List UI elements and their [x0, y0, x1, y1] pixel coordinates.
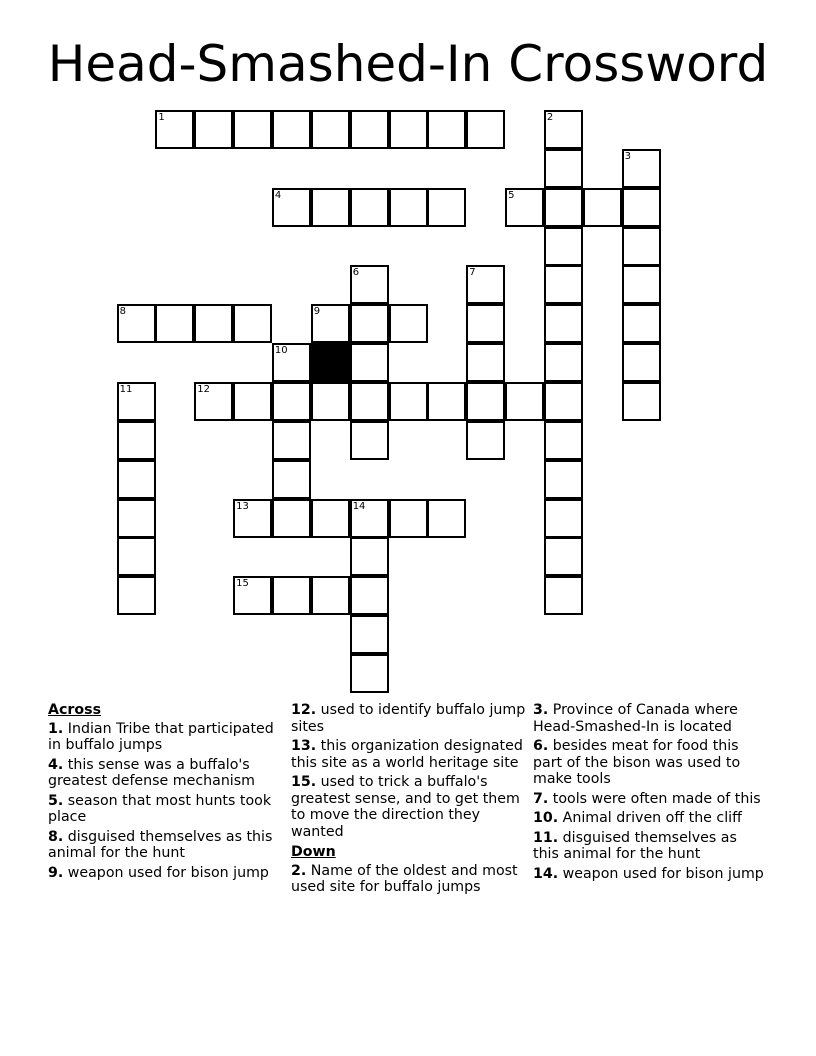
grid-cell[interactable]: [389, 110, 428, 149]
clue-text: tools were often made of this: [552, 790, 761, 807]
grid-cell[interactable]: [466, 110, 505, 149]
grid-cell[interactable]: [622, 265, 661, 304]
grid-cell[interactable]: [194, 382, 233, 421]
across-clue-12[interactable]: [291, 702, 529, 735]
clue-number: 9.: [48, 864, 64, 881]
grid-cell[interactable]: [233, 382, 272, 421]
grid-cell[interactable]: [117, 537, 156, 576]
grid-cell[interactable]: [389, 382, 428, 421]
grid-cell[interactable]: [544, 343, 583, 382]
clue-number-label: 5: [508, 189, 515, 201]
grid-cell[interactable]: [466, 382, 505, 421]
grid-cell[interactable]: [583, 188, 622, 227]
grid-cell[interactable]: [194, 304, 233, 343]
grid-cell[interactable]: [544, 304, 583, 343]
down-heading: Down: [291, 844, 336, 860]
page-title: Head-Smashed-In Crossword: [47, 35, 769, 93]
grid-cell[interactable]: [622, 227, 661, 266]
clue-number-label: 6: [352, 267, 360, 279]
clue-number-label: 9: [313, 306, 321, 318]
clue-number-label: 14: [352, 500, 366, 512]
across-clue-4[interactable]: [48, 757, 283, 790]
clue-number: 12.: [291, 702, 317, 718]
grid-cell[interactable]: [233, 499, 272, 538]
across-clue-15[interactable]: [291, 774, 529, 840]
grid-cell[interactable]: [350, 304, 389, 343]
grid-cell[interactable]: [117, 499, 156, 538]
grid-cell[interactable]: [466, 304, 505, 343]
grid-cell[interactable]: [466, 265, 505, 304]
grid-cell[interactable]: [544, 188, 583, 227]
down-clue-2[interactable]: [291, 863, 529, 896]
grid-cell[interactable]: [544, 460, 583, 499]
grid-cell[interactable]: [544, 382, 583, 421]
grid-cell[interactable]: [311, 576, 350, 615]
clue-text: Animal driven off the cliff: [562, 810, 742, 826]
down-clue-6[interactable]: [533, 738, 765, 788]
clue-text: weapon used for bison jump: [562, 865, 764, 882]
grid-cell[interactable]: [350, 654, 389, 693]
clue-number: 15.: [291, 774, 317, 790]
across-clue-5[interactable]: [48, 793, 283, 826]
across-clue-1[interactable]: [48, 721, 283, 754]
grid-cell[interactable]: [311, 304, 350, 343]
clue-number: 5.: [48, 792, 64, 809]
grid-cell[interactable]: [350, 499, 389, 538]
grid-cell[interactable]: [505, 382, 544, 421]
grid-cell[interactable]: [350, 421, 389, 460]
grid-cell[interactable]: [622, 304, 661, 343]
grid-cell[interactable]: [350, 110, 389, 149]
grid-cell[interactable]: [155, 110, 194, 149]
grid-cell[interactable]: [117, 304, 156, 343]
grid-cell[interactable]: [233, 304, 272, 343]
grid-cell[interactable]: [544, 227, 583, 266]
clue-column-2: [291, 702, 529, 899]
clue-text: season that most hunts took place: [48, 792, 272, 825]
clue-text: Indian Tribe that participated in buffalo jumps: [48, 720, 274, 753]
clue-text: besides meat for food this part of the bison was used to make tools: [533, 738, 741, 787]
grid-cell[interactable]: [466, 343, 505, 382]
down-clue-10[interactable]: [533, 810, 765, 827]
clue-number-label: 10: [274, 345, 288, 357]
down-clue-14[interactable]: [533, 866, 765, 883]
grid-cell[interactable]: [389, 188, 428, 227]
clue-number: 6.: [533, 738, 549, 754]
clue-text: this sense was a buffalo's greatest defense mechanism: [48, 756, 255, 789]
grid-cell[interactable]: [622, 382, 661, 421]
grid-cell[interactable]: [311, 382, 350, 421]
clue-number: 14.: [533, 865, 559, 882]
grid-cell[interactable]: [194, 110, 233, 149]
grid-cell[interactable]: [272, 343, 311, 382]
grid-cell[interactable]: [117, 460, 156, 499]
grid-cell[interactable]: [427, 382, 466, 421]
grid-cell[interactable]: [544, 537, 583, 576]
across-clue-13[interactable]: [291, 738, 529, 771]
clue-number: 10.: [533, 810, 559, 826]
clue-column-3: [533, 702, 765, 885]
grid-cell[interactable]: [544, 576, 583, 615]
clue-text: used to identify buffalo jump sites: [291, 702, 526, 735]
grid-cell[interactable]: [427, 188, 466, 227]
clue-number-label: 15: [236, 578, 249, 590]
clue-number: 8.: [48, 828, 64, 845]
clue-number: 2.: [291, 862, 307, 879]
grid-cell[interactable]: [233, 110, 272, 149]
clue-number-label: 1: [158, 112, 165, 123]
grid-cell[interactable]: [544, 149, 583, 188]
clue-number-label: 3: [624, 150, 631, 162]
grid-cell[interactable]: [427, 110, 466, 149]
clue-text: Name of the oldest and most used site for buffalo jumps: [291, 862, 518, 895]
grid-cell[interactable]: [272, 421, 311, 460]
grid-cell[interactable]: [389, 304, 428, 343]
clue-number: 13.: [291, 738, 317, 754]
clue-number: 1.: [48, 720, 64, 737]
grid-cell[interactable]: [622, 188, 661, 227]
grid-cell[interactable]: [622, 149, 661, 188]
grid-cell[interactable]: [350, 615, 389, 654]
grid-cell[interactable]: [544, 110, 583, 149]
grid-cell[interactable]: [272, 460, 311, 499]
grid-cell[interactable]: [350, 188, 389, 227]
grid-cell[interactable]: [350, 382, 389, 421]
grid-cell[interactable]: [272, 576, 311, 615]
down-clue-7[interactable]: [533, 791, 765, 808]
grid-cell[interactable]: [311, 110, 350, 149]
clue-number: 11.: [533, 829, 559, 846]
clue-number-label: 2: [546, 112, 554, 123]
clue-number-label: 8: [119, 306, 126, 318]
across-heading: Across: [48, 702, 102, 718]
clue-text: disguised themselves as this animal for the hunt: [533, 829, 737, 862]
down-clue-11[interactable]: [533, 830, 765, 863]
clue-number-label: 7: [469, 267, 476, 279]
clue-number-label: 13: [236, 500, 249, 512]
grid-cell[interactable]: [272, 499, 311, 538]
clue-text: disguised themselves as this animal for the hunt: [48, 828, 273, 861]
grid-cell[interactable]: [544, 499, 583, 538]
grid-cell[interactable]: [272, 188, 311, 227]
clue-number: 4.: [48, 756, 64, 773]
grid-cell[interactable]: [233, 576, 272, 615]
grid-cell[interactable]: [117, 382, 156, 421]
grid-cell[interactable]: [350, 537, 389, 576]
grid-cell[interactable]: [427, 499, 466, 538]
down-clue-3[interactable]: [533, 702, 765, 735]
clue-text: used to trick a buffalo's greatest sense, and to get them to move the direction they wanted: [291, 774, 520, 840]
grid-cell[interactable]: [272, 110, 311, 149]
across-clue-9[interactable]: [48, 865, 283, 882]
grid-cell[interactable]: [389, 499, 428, 538]
clue-text: Province of Canada where Head-Smashed-In is located: [533, 702, 738, 735]
grid-cell[interactable]: [350, 576, 389, 615]
clue-column-1: [48, 702, 283, 884]
grid-cell[interactable]: [311, 188, 350, 227]
grid-cell[interactable]: [466, 421, 505, 460]
clue-number-label: 11: [119, 383, 133, 395]
clue-number-label: 12: [197, 383, 211, 395]
clue-number: 3.: [533, 702, 549, 718]
across-clue-8[interactable]: [48, 829, 283, 862]
grid-cell[interactable]: [350, 265, 389, 304]
grid-cell-blocked: [311, 343, 350, 382]
grid-cell[interactable]: [155, 304, 194, 343]
clue-text: weapon used for bison jump: [67, 864, 269, 881]
grid-cell[interactable]: [544, 265, 583, 304]
clue-number: 7.: [533, 790, 549, 807]
grid-cell[interactable]: [622, 343, 661, 382]
grid-cell[interactable]: [350, 343, 389, 382]
grid-cell[interactable]: [505, 188, 544, 227]
clue-number-label: 4: [274, 189, 282, 201]
clue-text: this organization designated this site as a world heritage site: [291, 738, 523, 771]
grid-cell[interactable]: [117, 576, 156, 615]
grid-cell[interactable]: [272, 382, 311, 421]
grid-cell[interactable]: [117, 421, 156, 460]
grid-cell[interactable]: [311, 499, 350, 538]
grid-cell[interactable]: [544, 421, 583, 460]
